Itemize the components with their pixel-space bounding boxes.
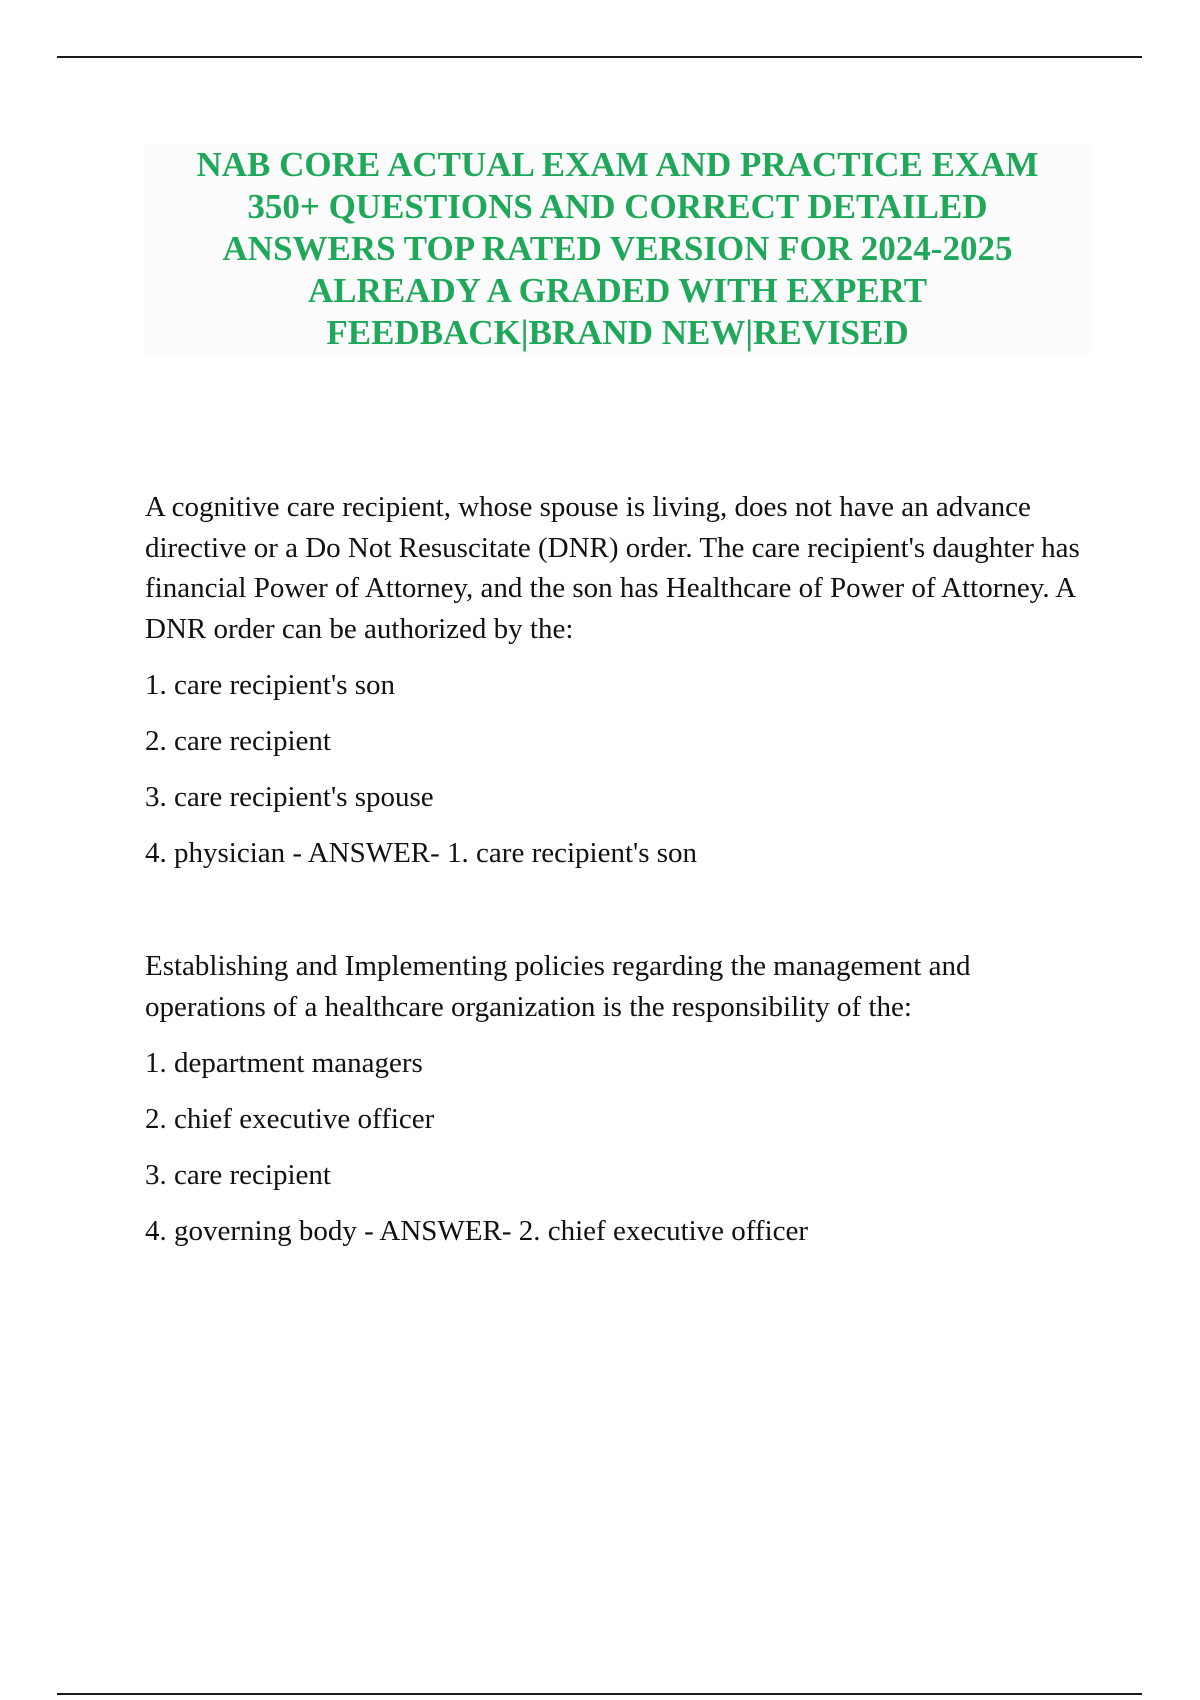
answer-option: 2. chief executive officer <box>145 1103 435 1135</box>
title-line: ALREADY A GRADED WITH EXPERT <box>307 271 928 310</box>
question-block <box>145 946 1085 1251</box>
question-block <box>145 487 1085 873</box>
title-line: 350+ QUESTIONS AND CORRECT DETAILED <box>247 187 988 226</box>
answer-option: 2. care recipient <box>145 725 331 757</box>
bottom-divider <box>57 1693 1142 1695</box>
title-line: FEEDBACK|BRAND NEW|REVISED <box>326 313 909 352</box>
title-line: ANSWERS TOP RATED VERSION FOR 2024-2025 <box>222 229 1013 268</box>
top-divider <box>57 56 1142 58</box>
title-banner <box>143 144 1092 354</box>
answer-option-with-answer: 4. governing body - ANSWER- 2. chief executive officer <box>145 1215 809 1247</box>
answer-option-with-answer: 4. physician - ANSWER- 1. care recipient's son <box>145 837 698 869</box>
answer-option: 1. care recipient's son <box>145 669 396 701</box>
answer-option: 1. department managers <box>145 1047 423 1079</box>
question-prompt: Establishing and Implementing policies regarding the management and operations of a healthcare organization is the responsibility of the: <box>145 950 971 1023</box>
question-prompt: A cognitive care recipient, whose spouse is living, does not have an advance directive or a Do Not Resuscitate (DNR) order. The care recipient's daughter has financial Power of Attorney, and the son has Healthcare of Power of Attorney. A DNR order can be authorized by the: <box>145 491 1080 645</box>
answer-option: 3. care recipient <box>145 1159 331 1191</box>
document-title <box>143 144 1092 354</box>
document-body <box>145 487 1085 1251</box>
answer-option: 3. care recipient's spouse <box>145 781 434 813</box>
title-line: NAB CORE ACTUAL EXAM AND PRACTICE EXAM <box>196 145 1039 184</box>
